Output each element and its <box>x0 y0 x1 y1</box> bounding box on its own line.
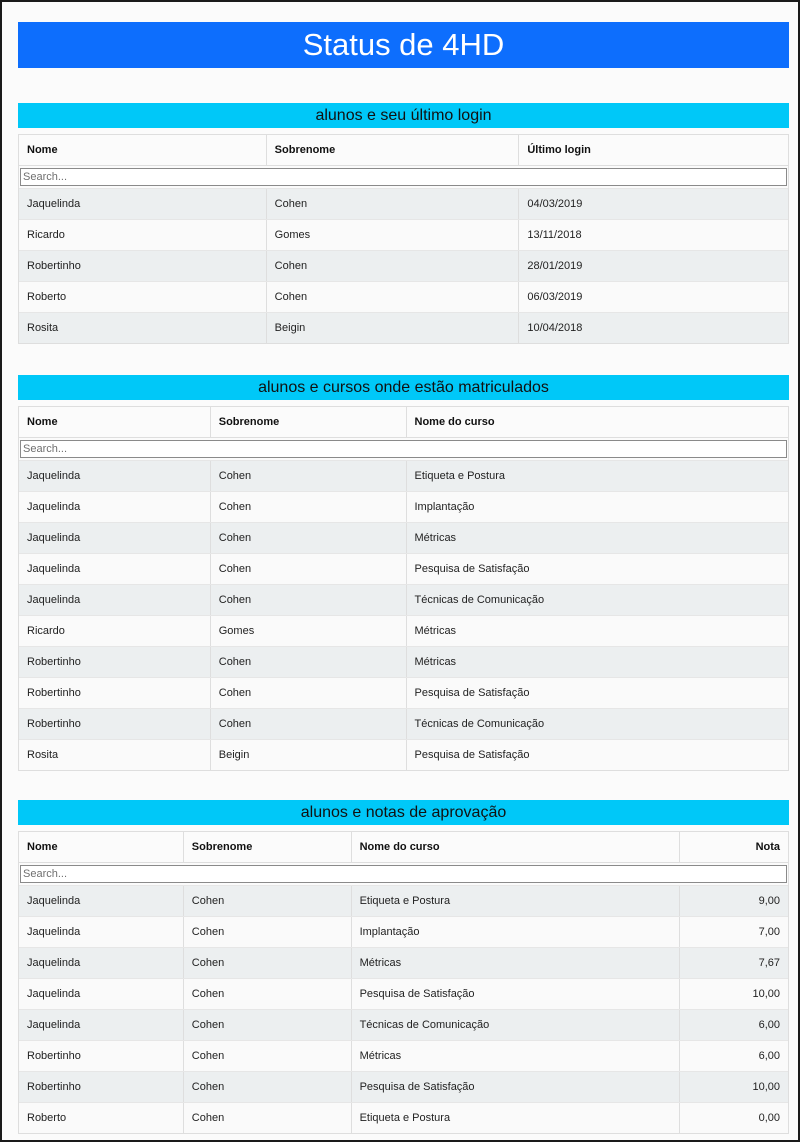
table-cell: Robertinho <box>19 709 211 739</box>
table-cell: Robertinho <box>19 1041 184 1071</box>
table-cell: Rosita <box>19 313 267 343</box>
table-row[interactable] <box>19 916 788 947</box>
table-cell: Cohen <box>184 1041 352 1071</box>
table-cell: 10/04/2018 <box>527 322 583 334</box>
table-cell: 6,00 <box>758 1019 781 1031</box>
table-cell: Métricas <box>414 656 457 668</box>
table-cell: Cohen <box>267 251 520 281</box>
table-cell: Jaquelinda <box>19 523 211 553</box>
table-cell: Etiqueta e Postura <box>414 470 506 482</box>
table-cell: Robertinho <box>19 251 267 281</box>
search-input[interactable] <box>20 440 787 458</box>
table-cell: Jaquelinda <box>19 585 211 615</box>
table-cell: Cohen <box>211 461 407 491</box>
table-cell: Implantação <box>414 501 475 513</box>
table-cell: Cohen <box>211 647 407 677</box>
table-row[interactable] <box>19 615 788 646</box>
table-cell: Métricas <box>352 948 681 978</box>
table-cell: Cohen <box>211 585 407 615</box>
table-header-row <box>19 407 788 438</box>
table-cell: 13/11/2018 <box>527 229 582 241</box>
table-cell: Cohen <box>267 189 520 219</box>
table-cell: Jaquelinda <box>19 189 267 219</box>
table-cell: Ricardo <box>19 220 267 250</box>
table-row[interactable] <box>19 1071 788 1102</box>
table-cell: 6,00 <box>758 1050 781 1062</box>
table-row[interactable] <box>19 1040 788 1071</box>
table-cell: Pesquisa de Satisfação <box>352 1072 681 1102</box>
column-header[interactable]: Nota <box>755 841 781 853</box>
table-cell: Pesquisa de Satisfação <box>414 749 530 761</box>
table-cell: 04/03/2019 <box>527 198 583 210</box>
section-heading: alunos e cursos onde estão matriculados <box>18 375 789 400</box>
table-cell: Jaquelinda <box>19 917 184 947</box>
table-cell: Cohen <box>184 1072 352 1102</box>
table-row[interactable] <box>19 460 788 491</box>
table-cell: Cohen <box>211 523 407 553</box>
table-cell: Robertinho <box>19 647 211 677</box>
table-cell: Pesquisa de Satisfação <box>414 687 530 699</box>
table-cell: Métricas <box>414 532 457 544</box>
table-row[interactable] <box>19 1009 788 1040</box>
column-header[interactable]: Nome <box>19 407 211 437</box>
table-cell: Jaquelinda <box>19 886 184 916</box>
column-header[interactable]: Nome <box>19 832 184 862</box>
table-row[interactable] <box>19 312 788 343</box>
table-row[interactable] <box>19 1102 788 1133</box>
table-row[interactable] <box>19 885 788 916</box>
search-bar <box>19 166 788 188</box>
table-cell: 0,00 <box>758 1112 781 1124</box>
table-row[interactable] <box>19 584 788 615</box>
table-cell: 28/01/2019 <box>527 260 583 272</box>
table-cell: Cohen <box>184 979 352 1009</box>
data-table <box>18 406 789 771</box>
section-approval-grades <box>18 800 789 1134</box>
table-row[interactable] <box>19 708 788 739</box>
table-cell: Robertinho <box>19 678 211 708</box>
section-heading: alunos e seu último login <box>18 103 789 128</box>
table-cell: Ricardo <box>19 616 211 646</box>
column-header[interactable]: Sobrenome <box>211 407 407 437</box>
table-cell: 06/03/2019 <box>527 291 583 303</box>
table-cell: Cohen <box>267 282 520 312</box>
section-heading: alunos e notas de aprovação <box>18 800 789 825</box>
table-row[interactable] <box>19 281 788 312</box>
table-cell: Beigin <box>211 740 407 770</box>
table-cell: Cohen <box>184 917 352 947</box>
table-row[interactable] <box>19 522 788 553</box>
column-header[interactable]: Nome <box>19 135 267 165</box>
table-cell: Cohen <box>184 948 352 978</box>
data-table <box>18 831 789 1134</box>
table-cell: Rosita <box>19 740 211 770</box>
table-cell: 10,00 <box>752 1081 781 1093</box>
table-cell: 10,00 <box>752 988 781 1000</box>
table-row[interactable] <box>19 250 788 281</box>
column-header[interactable]: Nome do curso <box>414 416 495 428</box>
table-cell: Métricas <box>414 625 457 637</box>
column-header[interactable]: Sobrenome <box>267 135 520 165</box>
table-cell: 7,67 <box>758 957 781 969</box>
table-row[interactable] <box>19 978 788 1009</box>
table-cell: Técnicas de Comunicação <box>352 1010 681 1040</box>
table-cell: Roberto <box>19 282 267 312</box>
table-cell: 9,00 <box>758 895 781 907</box>
search-input[interactable] <box>20 168 787 186</box>
table-cell: Cohen <box>211 678 407 708</box>
column-header[interactable]: Último login <box>527 144 591 156</box>
table-cell: Cohen <box>211 492 407 522</box>
table-cell: Jaquelinda <box>19 979 184 1009</box>
table-row[interactable] <box>19 491 788 522</box>
table-row[interactable] <box>19 677 788 708</box>
table-cell: 7,00 <box>758 926 781 938</box>
table-cell: Robertinho <box>19 1072 184 1102</box>
table-cell: Jaquelinda <box>19 461 211 491</box>
table-row[interactable] <box>19 219 788 250</box>
table-cell: Cohen <box>211 554 407 584</box>
page-title: Status de 4HD <box>18 22 789 68</box>
table-cell: Jaquelinda <box>19 1010 184 1040</box>
table-cell: Métricas <box>352 1041 681 1071</box>
table-cell: Técnicas de Comunicação <box>414 718 545 730</box>
table-row[interactable] <box>19 646 788 677</box>
table-row[interactable] <box>19 553 788 584</box>
search-bar <box>19 438 788 460</box>
column-header[interactable]: Sobrenome <box>184 832 352 862</box>
table-cell: Gomes <box>211 616 407 646</box>
table-cell: Roberto <box>19 1103 184 1133</box>
table-cell: Beigin <box>267 313 520 343</box>
table-cell: Jaquelinda <box>19 554 211 584</box>
table-row[interactable] <box>19 188 788 219</box>
table-cell: Cohen <box>184 1103 352 1133</box>
table-cell: Etiqueta e Postura <box>352 886 681 916</box>
table-cell: Etiqueta e Postura <box>352 1103 681 1133</box>
table-row[interactable] <box>19 739 788 770</box>
table-row[interactable] <box>19 947 788 978</box>
table-cell: Técnicas de Comunicação <box>414 594 545 606</box>
section-last-login <box>18 103 789 344</box>
table-header-row <box>19 832 788 863</box>
section-enrolled-courses <box>18 375 789 771</box>
table-cell: Cohen <box>184 886 352 916</box>
search-input[interactable] <box>20 865 787 883</box>
table-cell: Pesquisa de Satisfação <box>352 979 681 1009</box>
column-header[interactable]: Nome do curso <box>352 832 681 862</box>
table-cell: Jaquelinda <box>19 948 184 978</box>
table-header-row <box>19 135 788 166</box>
table-cell: Jaquelinda <box>19 492 211 522</box>
search-bar <box>19 863 788 885</box>
table-cell: Cohen <box>184 1010 352 1040</box>
table-cell: Implantação <box>352 917 681 947</box>
data-table <box>18 134 789 344</box>
table-cell: Pesquisa de Satisfação <box>414 563 530 575</box>
table-cell: Cohen <box>211 709 407 739</box>
table-cell: Gomes <box>267 220 520 250</box>
